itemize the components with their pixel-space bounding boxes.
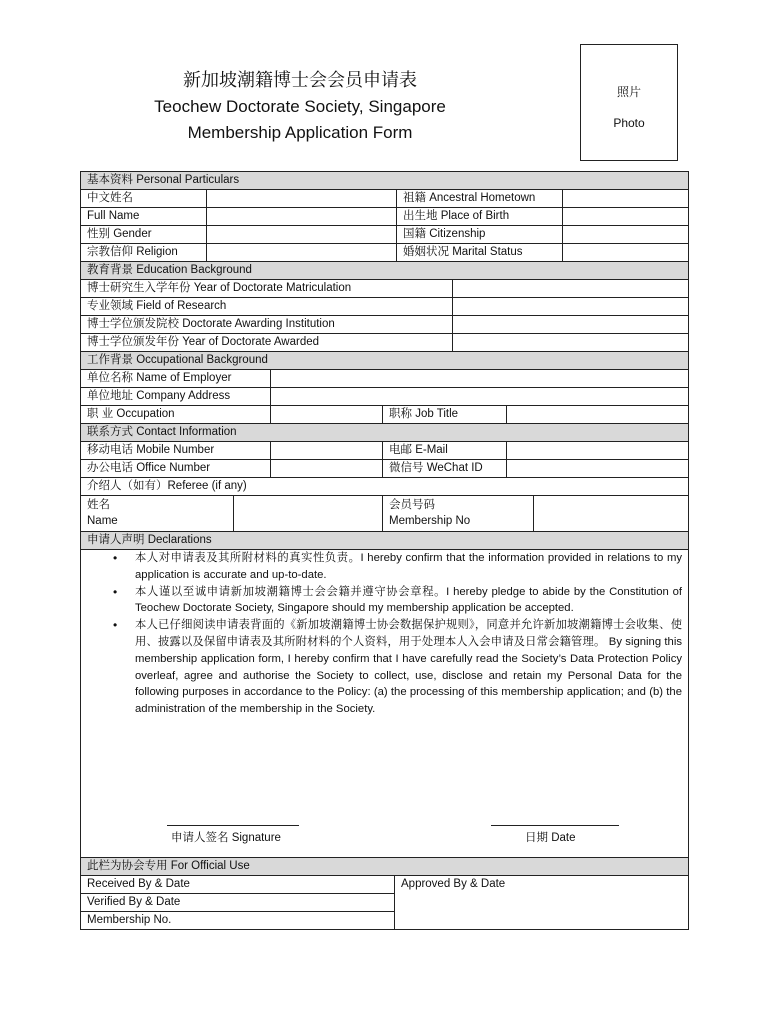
row-field bbox=[81, 298, 688, 316]
field-referee-member-no[interactable] bbox=[534, 496, 688, 531]
label-chinese-name: 中文姓名 bbox=[81, 190, 207, 207]
signature-label: 申请人签名 Signature bbox=[171, 832, 281, 844]
declaration-item: • 本人对申请表及其所附材料的真实性负责。I hereby confirm that the information provided in relations to my application is accurate and up-to-date. bbox=[135, 550, 688, 584]
label-verified: Verified By & Date bbox=[81, 894, 394, 912]
row-gender bbox=[81, 226, 688, 244]
section-occupation: 工作背景 Occupational Background bbox=[81, 352, 688, 370]
declarations-body bbox=[81, 550, 688, 858]
field-employer[interactable] bbox=[271, 370, 688, 387]
label-referee-name-en: Name bbox=[87, 515, 118, 527]
label-religion: 宗教信仰 Religion bbox=[81, 244, 207, 261]
field-institution[interactable] bbox=[453, 316, 688, 333]
row-referee bbox=[81, 496, 688, 532]
label-full-name: Full Name bbox=[81, 208, 207, 225]
official-use-block bbox=[81, 876, 688, 929]
application-form bbox=[80, 171, 689, 930]
label-institution: 博士学位颁发院校 Doctorate Awarding Institution bbox=[81, 316, 453, 333]
form-header bbox=[100, 68, 500, 146]
field-chinese-name[interactable] bbox=[207, 190, 397, 207]
label-office: 办公电话 Office Number bbox=[81, 460, 271, 477]
row-chinese-name bbox=[81, 190, 688, 208]
label-matriculation: 博士研究生入学年份 Year of Doctorate Matriculation bbox=[81, 280, 453, 297]
label-approved: Approved By & Date bbox=[401, 878, 506, 890]
label-hometown: 祖籍 Ancestral Hometown bbox=[397, 190, 563, 207]
date-label: 日期 Date bbox=[525, 832, 576, 844]
signature-line[interactable] bbox=[167, 825, 299, 826]
photo-box[interactable] bbox=[580, 44, 678, 161]
row-institution bbox=[81, 316, 688, 334]
field-full-name[interactable] bbox=[207, 208, 397, 225]
field-office[interactable] bbox=[271, 460, 383, 477]
label-gender: 性别 Gender bbox=[81, 226, 207, 243]
label-job-title: 职称 Job Title bbox=[383, 406, 507, 423]
label-employer: 单位名称 Name of Employer bbox=[81, 370, 271, 387]
field-awarded[interactable] bbox=[453, 334, 688, 351]
row-mobile bbox=[81, 442, 688, 460]
section-declarations: 申请人声明 Declarations bbox=[81, 532, 688, 550]
label-member-no-en: Membership No bbox=[389, 515, 471, 527]
declarations-list bbox=[81, 550, 688, 718]
field-marital[interactable] bbox=[563, 244, 688, 261]
field-religion[interactable] bbox=[207, 244, 397, 261]
label-received: Received By & Date bbox=[81, 876, 394, 894]
row-occupation bbox=[81, 406, 688, 424]
photo-label-en: Photo bbox=[613, 116, 645, 130]
photo-label-zh: 照片 bbox=[616, 85, 641, 99]
row-matriculation bbox=[81, 280, 688, 298]
title-english-line2: Membership Application Form bbox=[187, 123, 413, 142]
row-employer bbox=[81, 370, 688, 388]
field-job-title[interactable] bbox=[507, 406, 688, 423]
title-chinese: 新加坡潮籍博士会会员申请表 bbox=[183, 70, 417, 91]
row-office bbox=[81, 460, 688, 478]
field-email[interactable] bbox=[507, 442, 688, 459]
label-official-member-no: Membership No. bbox=[87, 914, 172, 926]
section-official: 此栏为协会专用 For Official Use bbox=[81, 858, 688, 876]
field-wechat[interactable] bbox=[507, 460, 688, 477]
label-field: 专业领域 Field of Research bbox=[81, 298, 453, 315]
row-awarded bbox=[81, 334, 688, 352]
field-birthplace[interactable] bbox=[563, 208, 688, 225]
label-marital: 婚姻状况 Marital Status bbox=[397, 244, 563, 261]
label-address: 单位地址 Company Address bbox=[81, 388, 271, 405]
section-referee: 介绍人（如有）Referee (if any) bbox=[81, 478, 688, 496]
label-referee-name bbox=[81, 496, 234, 531]
field-address[interactable] bbox=[271, 388, 688, 405]
field-occupation[interactable] bbox=[271, 406, 383, 423]
official-left bbox=[81, 876, 395, 929]
label-awarded: 博士学位颁发年份 Year of Doctorate Awarded bbox=[81, 334, 453, 351]
label-citizenship: 国籍 Citizenship bbox=[397, 226, 563, 243]
row-address bbox=[81, 388, 688, 406]
field-mobile[interactable] bbox=[271, 442, 383, 459]
field-research[interactable] bbox=[453, 298, 688, 315]
label-referee-member-no bbox=[383, 496, 534, 531]
title-english-line1: Teochew Doctorate Society, Singapore bbox=[154, 97, 446, 116]
declaration-item: • 本人已仔细阅读申请表背面的《新加坡潮籍博士协会数据保护规则》，同意并允许新加坡潮籍博士会收集、使用、披露以及保留申请表及其所附材料的个人资料，用于处理本人入会申请及日常会籍管理。 By signing this membership application form, I hereby confirm that I have carefully read the Society’s Data Protection Policy overleaf, agree and authorise the Society to collect, use, disclose and retain my Personal Data for the following purposes in accordance to the Policy: (a) the processing of this membership application; and (b) the administration of the membership in the Society. bbox=[135, 617, 688, 718]
field-referee-name[interactable] bbox=[234, 496, 383, 531]
field-citizenship[interactable] bbox=[563, 226, 688, 243]
section-personal: 基本资料 Personal Particulars bbox=[81, 172, 688, 190]
label-mobile: 移动电话 Mobile Number bbox=[81, 442, 271, 459]
label-occupation: 职 业 Occupation bbox=[81, 406, 271, 423]
label-referee-name-zh: 姓名 bbox=[87, 499, 110, 511]
field-gender[interactable] bbox=[207, 226, 397, 243]
date-line[interactable] bbox=[491, 825, 619, 826]
label-birthplace: 出生地 Place of Birth bbox=[397, 208, 563, 225]
label-wechat: 微信号 WeChat ID bbox=[383, 460, 507, 477]
row-full-name bbox=[81, 208, 688, 226]
row-religion bbox=[81, 244, 688, 262]
label-email: 电邮 E-Mail bbox=[383, 442, 507, 459]
label-member-no-zh: 会员号码 bbox=[389, 499, 435, 511]
section-education: 教育背景 Education Background bbox=[81, 262, 688, 280]
field-matriculation[interactable] bbox=[453, 280, 688, 297]
declaration-item: • 本人谨以至诚申请新加坡潮籍博士会会籍并遵守协会章程。I hereby pledge to abide by the Constitution of Teochew Doctorate Society, Singapore should my membership application be accepted. bbox=[135, 584, 688, 618]
section-contact: 联系方式 Contact Information bbox=[81, 424, 688, 442]
field-hometown[interactable] bbox=[563, 190, 688, 207]
